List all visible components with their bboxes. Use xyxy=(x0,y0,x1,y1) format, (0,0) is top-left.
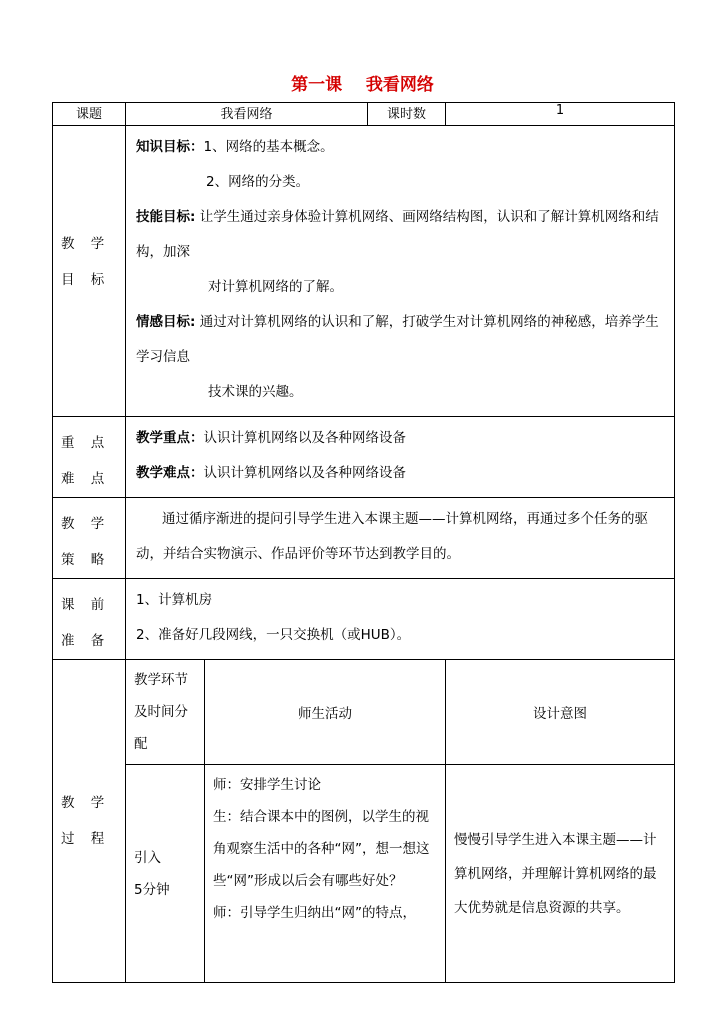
col-intent-header: 设计意图 xyxy=(446,660,675,765)
col-stage-header: 教学环节及时间分配 xyxy=(126,660,205,765)
focus-label: 教学重点： xyxy=(136,430,204,446)
emotion-text-a: 通过对计算机网络的认识和了解，打破学生对计算机网络的神秘感，培养学生学习信息 xyxy=(136,314,659,365)
process-head-row xyxy=(53,660,675,765)
stage-time: 5分钟 xyxy=(134,881,170,898)
strategy-row xyxy=(53,498,675,579)
process-stage-row xyxy=(53,765,675,983)
document-title: 第一课 我看网络 xyxy=(291,75,434,95)
skill-text-a: 让学生通过亲身体验计算机网络、画网络结构图，认识和了解计算机网络和结构，加深 xyxy=(136,209,659,260)
strategy-label: 教 学 策 略 xyxy=(53,498,126,579)
stage-name: 引入 xyxy=(134,849,161,866)
key-points-row xyxy=(53,417,675,498)
key-points-content xyxy=(126,417,675,498)
knowledge-item-1: 1、网络的基本概念。 xyxy=(203,139,334,155)
activity-line-3: 师：引导学生归纳出“网”的特点， xyxy=(213,905,416,921)
difficulty-text: 认识计算机网络以及各种网络设备 xyxy=(203,465,406,481)
preparation-label: 课 前 准 备 xyxy=(53,579,126,660)
header-row xyxy=(53,103,675,126)
emotion-text-b: 技术课的兴趣。 xyxy=(208,384,303,400)
emotion-label: 情感目标: xyxy=(136,314,196,330)
hours-label: 课时数 xyxy=(368,103,446,126)
stage-cell xyxy=(126,765,205,983)
activity-line-2: 生：结合课本中的图例，以学生的视角观察生活中的各种“网”，想一想这些“网”形成以后会有哪些好处？ xyxy=(213,809,430,889)
key-points-label: 重 点 难 点 xyxy=(53,417,126,498)
hours-value: 1 xyxy=(446,103,675,126)
preparation-row xyxy=(53,579,675,660)
knowledge-item-2: 2、网络的分类。 xyxy=(206,174,310,190)
objectives-row xyxy=(53,126,675,417)
skill-text-b: 对计算机网络的了解。 xyxy=(208,279,343,295)
objectives-label: 教 学 目 标 xyxy=(53,126,126,417)
difficulty-label: 教学难点： xyxy=(136,465,204,481)
focus-text: 认识计算机网络以及各种网络设备 xyxy=(203,430,406,446)
strategy-content xyxy=(126,498,675,579)
activity-line-1: 师：安排学生讨论 xyxy=(213,777,321,793)
prep-item-1: 1、计算机房 xyxy=(136,592,213,608)
topic-label: 课题 xyxy=(53,103,126,126)
skill-label: 技能目标: xyxy=(136,209,196,225)
intent-cell: 慢慢引导学生进入本课主题——计算机网络，并理解计算机网络的最大优势就是信息资源的共享。 xyxy=(446,765,675,983)
topic-value: 我看网络 xyxy=(126,103,368,126)
prep-item-2: 2、准备好几段网线，一只交换机（或HUB）。 xyxy=(136,627,411,643)
col-activity-header: 师生活动 xyxy=(205,660,446,765)
process-label: 教 学 过 程 xyxy=(53,660,126,983)
activity-cell xyxy=(205,765,446,983)
knowledge-label: 知识目标： xyxy=(136,139,204,155)
preparation-content xyxy=(126,579,675,660)
strategy-text: 通过循序渐进的提问引导学生进入本课主题——计算机网络，再通过多个任务的驱动，并结合实物演示、作品评价等环节达到教学目的。 xyxy=(136,511,648,562)
lesson-plan-table xyxy=(52,102,675,983)
objectives-content xyxy=(126,126,675,417)
